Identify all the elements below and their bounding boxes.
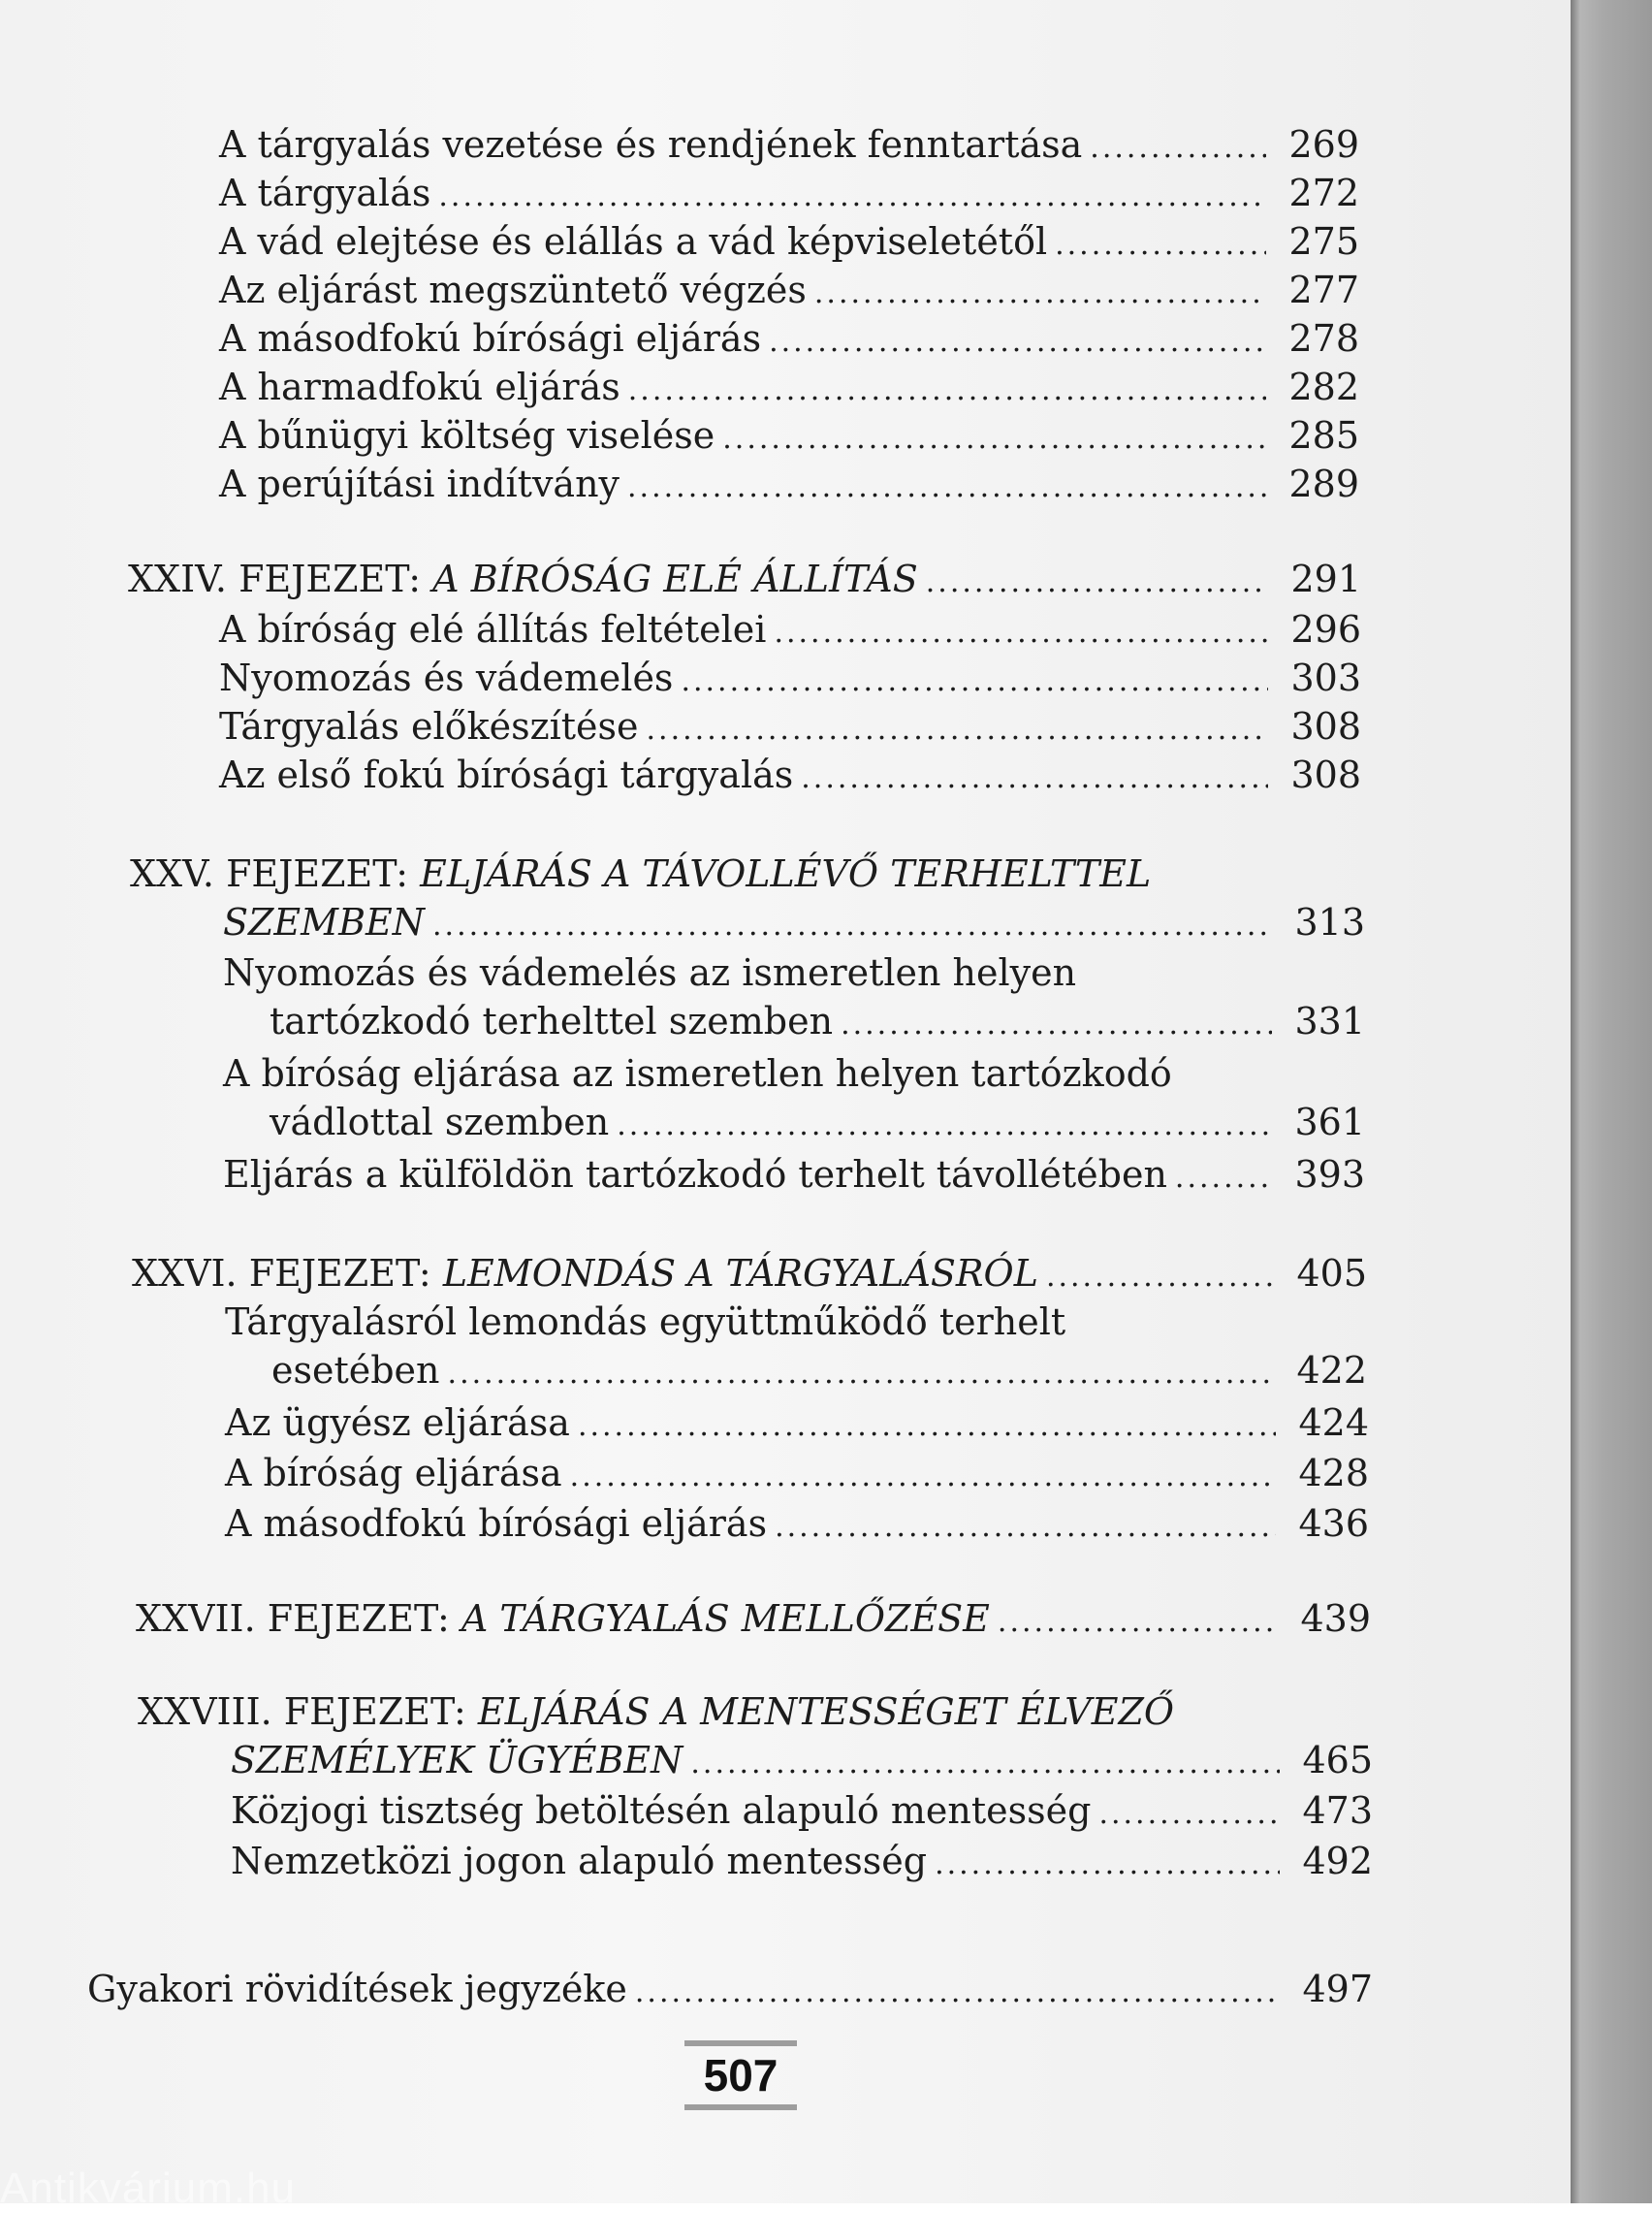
toc-chapter-heading-line2	[138, 1736, 1373, 1788]
toc-dot-leader	[570, 1453, 1276, 1501]
toc-entry-title: Nyomozás és vádemelés az ismeretlen helyen	[223, 951, 1077, 994]
chapter-title: LEMONDÁS A TÁRGYALÁSRÓL	[442, 1252, 1038, 1295]
toc-page-number: 497	[1302, 1968, 1373, 2010]
toc-dot-leader	[801, 754, 1268, 803]
toc-page-number: 439	[1300, 1597, 1371, 1640]
toc-entry-title: A harmadfokú eljárás	[219, 366, 620, 408]
toc-entry-title: Az ügyész eljárása	[225, 1401, 570, 1444]
toc-entry-title-continued: esetében	[271, 1349, 440, 1392]
toc-entry	[219, 363, 1359, 415]
toc-dot-leader	[774, 609, 1268, 657]
toc-dot-leader	[926, 559, 1268, 607]
toc-dot-leader	[578, 1402, 1276, 1451]
chapter-title: A BÍRÓSÁG ELÉ ÁLLÍTÁS	[432, 558, 918, 600]
toc-chapter-heading	[136, 1594, 990, 1643]
toc-page-number: 436	[1298, 1502, 1369, 1545]
toc-entry-abbreviations	[87, 1965, 1373, 2017]
toc-dot-leader	[775, 1503, 1276, 1552]
toc-entry-title: Nemzetközi jogon alapuló mentesség	[231, 1840, 928, 1882]
toc-entry	[225, 1449, 1369, 1501]
chapter-number: XXVI. FEJEZET:	[132, 1252, 443, 1295]
toc-entry-title: Az első fokú bírósági tárgyalás	[219, 754, 794, 796]
book-spine-edge	[1571, 0, 1652, 2203]
toc-entry	[219, 217, 1359, 270]
toc-page-number: 303	[1290, 657, 1361, 699]
toc-entry-title: A tárgyalás vezetése és rendjének fenntartása	[219, 123, 1083, 166]
chapter-number: XXVIII. FEJEZET:	[138, 1690, 478, 1733]
toc-page-number: 275	[1288, 220, 1359, 263]
toc-entry	[231, 1786, 1373, 1839]
toc-dot-leader	[1055, 221, 1266, 270]
toc-entry-title: Eljárás a külföldön tartózkodó terhelt távollétében	[223, 1153, 1167, 1196]
toc-page-number: 422	[1296, 1349, 1367, 1392]
toc-entry	[225, 1398, 1369, 1451]
toc-page-number: 308	[1290, 754, 1361, 796]
toc-page-number: 291	[1290, 558, 1361, 600]
chapter-title-continued: SZEMBEN	[223, 901, 425, 944]
chapter-title-continued: SZEMÉLYEK ÜGYÉBEN	[231, 1739, 683, 1781]
toc-dot-leader	[769, 318, 1266, 367]
toc-dot-leader	[1046, 1253, 1274, 1301]
toc-entry-title: A bíróság elé állítás feltételei	[219, 608, 767, 651]
page-number: 507	[684, 2040, 797, 2110]
chapter-title: ELJÁRÁS A TÁVOLLÉVŐ TERHELTTEL	[420, 852, 1152, 895]
chapter-number: XXIV. FEJEZET:	[128, 558, 433, 600]
toc-entry	[219, 314, 1359, 367]
watermark: Antikvárium.hu	[0, 2165, 297, 2212]
toc-dot-leader	[617, 1102, 1272, 1150]
toc-page-number: 308	[1290, 705, 1361, 748]
toc-chapter-heading-line1	[138, 1687, 1373, 1736]
toc-entry-title: A tárgyalás	[219, 172, 431, 214]
toc-dot-leader	[647, 706, 1268, 754]
toc-entry-continuation	[225, 1346, 1367, 1398]
toc-chapter-heading-line1	[130, 850, 1365, 898]
toc-entry	[219, 169, 1359, 221]
toc-page-number: 269	[1288, 123, 1359, 166]
toc-entry-title: Az eljárást megszüntető végzés	[219, 269, 807, 311]
toc-page-number: 285	[1288, 414, 1359, 457]
toc-page-number: 272	[1288, 172, 1359, 214]
toc-entry-continuation	[223, 1098, 1365, 1150]
toc-chapter-heading	[132, 1249, 1038, 1298]
toc-entry	[219, 266, 1359, 318]
toc-page-number: 296	[1290, 608, 1361, 651]
toc-page-number: 289	[1288, 463, 1359, 505]
toc-dot-leader	[935, 1841, 1280, 1889]
toc-chapter	[130, 850, 1365, 950]
toc-entry-title: Nyomozás és vádemelés	[219, 657, 674, 699]
toc-page-number: 492	[1302, 1840, 1373, 1882]
toc-dot-leader	[722, 415, 1266, 464]
toc-entry-title: A bíróság eljárása az ismeretlen helyen tartózkodó	[223, 1052, 1172, 1095]
toc-entry	[225, 1298, 1367, 1398]
toc-entry	[219, 411, 1359, 464]
toc-entry	[219, 702, 1361, 754]
toc-dot-leader	[998, 1598, 1278, 1647]
toc-entry	[219, 460, 1359, 512]
toc-entry-title: A másodfokú bírósági eljárás	[225, 1502, 768, 1545]
toc-page-number: 313	[1294, 901, 1365, 944]
toc-dot-leader	[628, 367, 1266, 415]
toc-entry-title-continued: tartózkodó terhelttel szemben	[270, 1000, 834, 1042]
toc-page-number: 428	[1298, 1452, 1369, 1494]
toc-entry	[231, 1837, 1373, 1889]
toc-dot-leader	[814, 270, 1266, 318]
chapter-title: ELJÁRÁS A MENTESSÉGET ÉLVEZŐ	[477, 1690, 1175, 1733]
toc-chapter	[132, 1249, 1367, 1301]
toc-dot-leader	[432, 902, 1272, 950]
toc-chapter-heading	[128, 555, 918, 603]
toc-entry	[223, 1049, 1365, 1150]
toc-page-number: 282	[1288, 366, 1359, 408]
toc-entry	[219, 751, 1361, 803]
toc-entry	[223, 948, 1365, 1049]
toc-entry	[219, 654, 1361, 706]
toc-entry	[219, 605, 1361, 657]
toc-entry-title: A vád elejtése és elállás a vád képviseletétől	[219, 220, 1048, 263]
toc-page-number: 361	[1294, 1101, 1365, 1143]
toc-dot-leader	[1098, 1790, 1280, 1839]
toc-chapter	[128, 555, 1361, 607]
chapter-number: XXVII. FEJEZET:	[136, 1597, 461, 1640]
toc-chapter	[138, 1687, 1373, 1788]
toc-dot-leader	[627, 464, 1266, 512]
toc-entry-title: Közjogi tisztség betöltésén alapuló mentesség	[231, 1789, 1092, 1832]
toc-entry-title: A bűnügyi költség viselése	[219, 414, 715, 457]
toc-dot-leader	[635, 1969, 1280, 2017]
toc-entry	[219, 120, 1359, 173]
toc-dot-leader	[690, 1740, 1280, 1788]
toc-dot-leader	[448, 1350, 1274, 1398]
toc-dot-leader	[438, 173, 1266, 221]
toc-entry-continuation	[223, 997, 1365, 1049]
toc-entry-title: Gyakori rövidítések jegyzéke	[87, 1968, 627, 2010]
toc-page-number: 277	[1288, 269, 1359, 311]
chapter-title: A TÁRGYALÁS MELLŐZÉSE	[461, 1597, 990, 1640]
toc-page-number: 331	[1294, 1000, 1365, 1042]
toc-entry-title: A perújítási indítvány	[219, 463, 620, 505]
toc-entry	[223, 1150, 1365, 1203]
toc-page-number: 278	[1288, 317, 1359, 360]
toc-page-number: 465	[1302, 1739, 1373, 1781]
toc-entry	[225, 1499, 1369, 1552]
toc-entry-title: A bíróság eljárása	[225, 1452, 562, 1494]
toc-entry-title: A másodfokú bírósági eljárás	[219, 317, 762, 360]
toc-page-number: 473	[1302, 1789, 1373, 1832]
toc-chapter	[136, 1594, 1371, 1647]
toc-chapter-heading-line2	[130, 898, 1365, 950]
toc-entry-title: Tárgyalásról lemondás együttműködő terhelt	[225, 1300, 1066, 1343]
chapter-number: XXV. FEJEZET:	[130, 852, 421, 895]
toc-dot-leader	[841, 1001, 1272, 1049]
toc-dot-leader	[681, 657, 1268, 706]
toc-entry-title: Tárgyalás előkészítése	[219, 705, 639, 748]
toc-dot-leader	[1090, 124, 1266, 173]
toc-page-number: 405	[1296, 1252, 1367, 1295]
toc-page-number: 393	[1294, 1153, 1365, 1196]
toc-entry-title-continued: vádlottal szemben	[270, 1101, 610, 1143]
toc-dot-leader	[1175, 1154, 1272, 1203]
toc-page-number: 424	[1298, 1401, 1369, 1444]
